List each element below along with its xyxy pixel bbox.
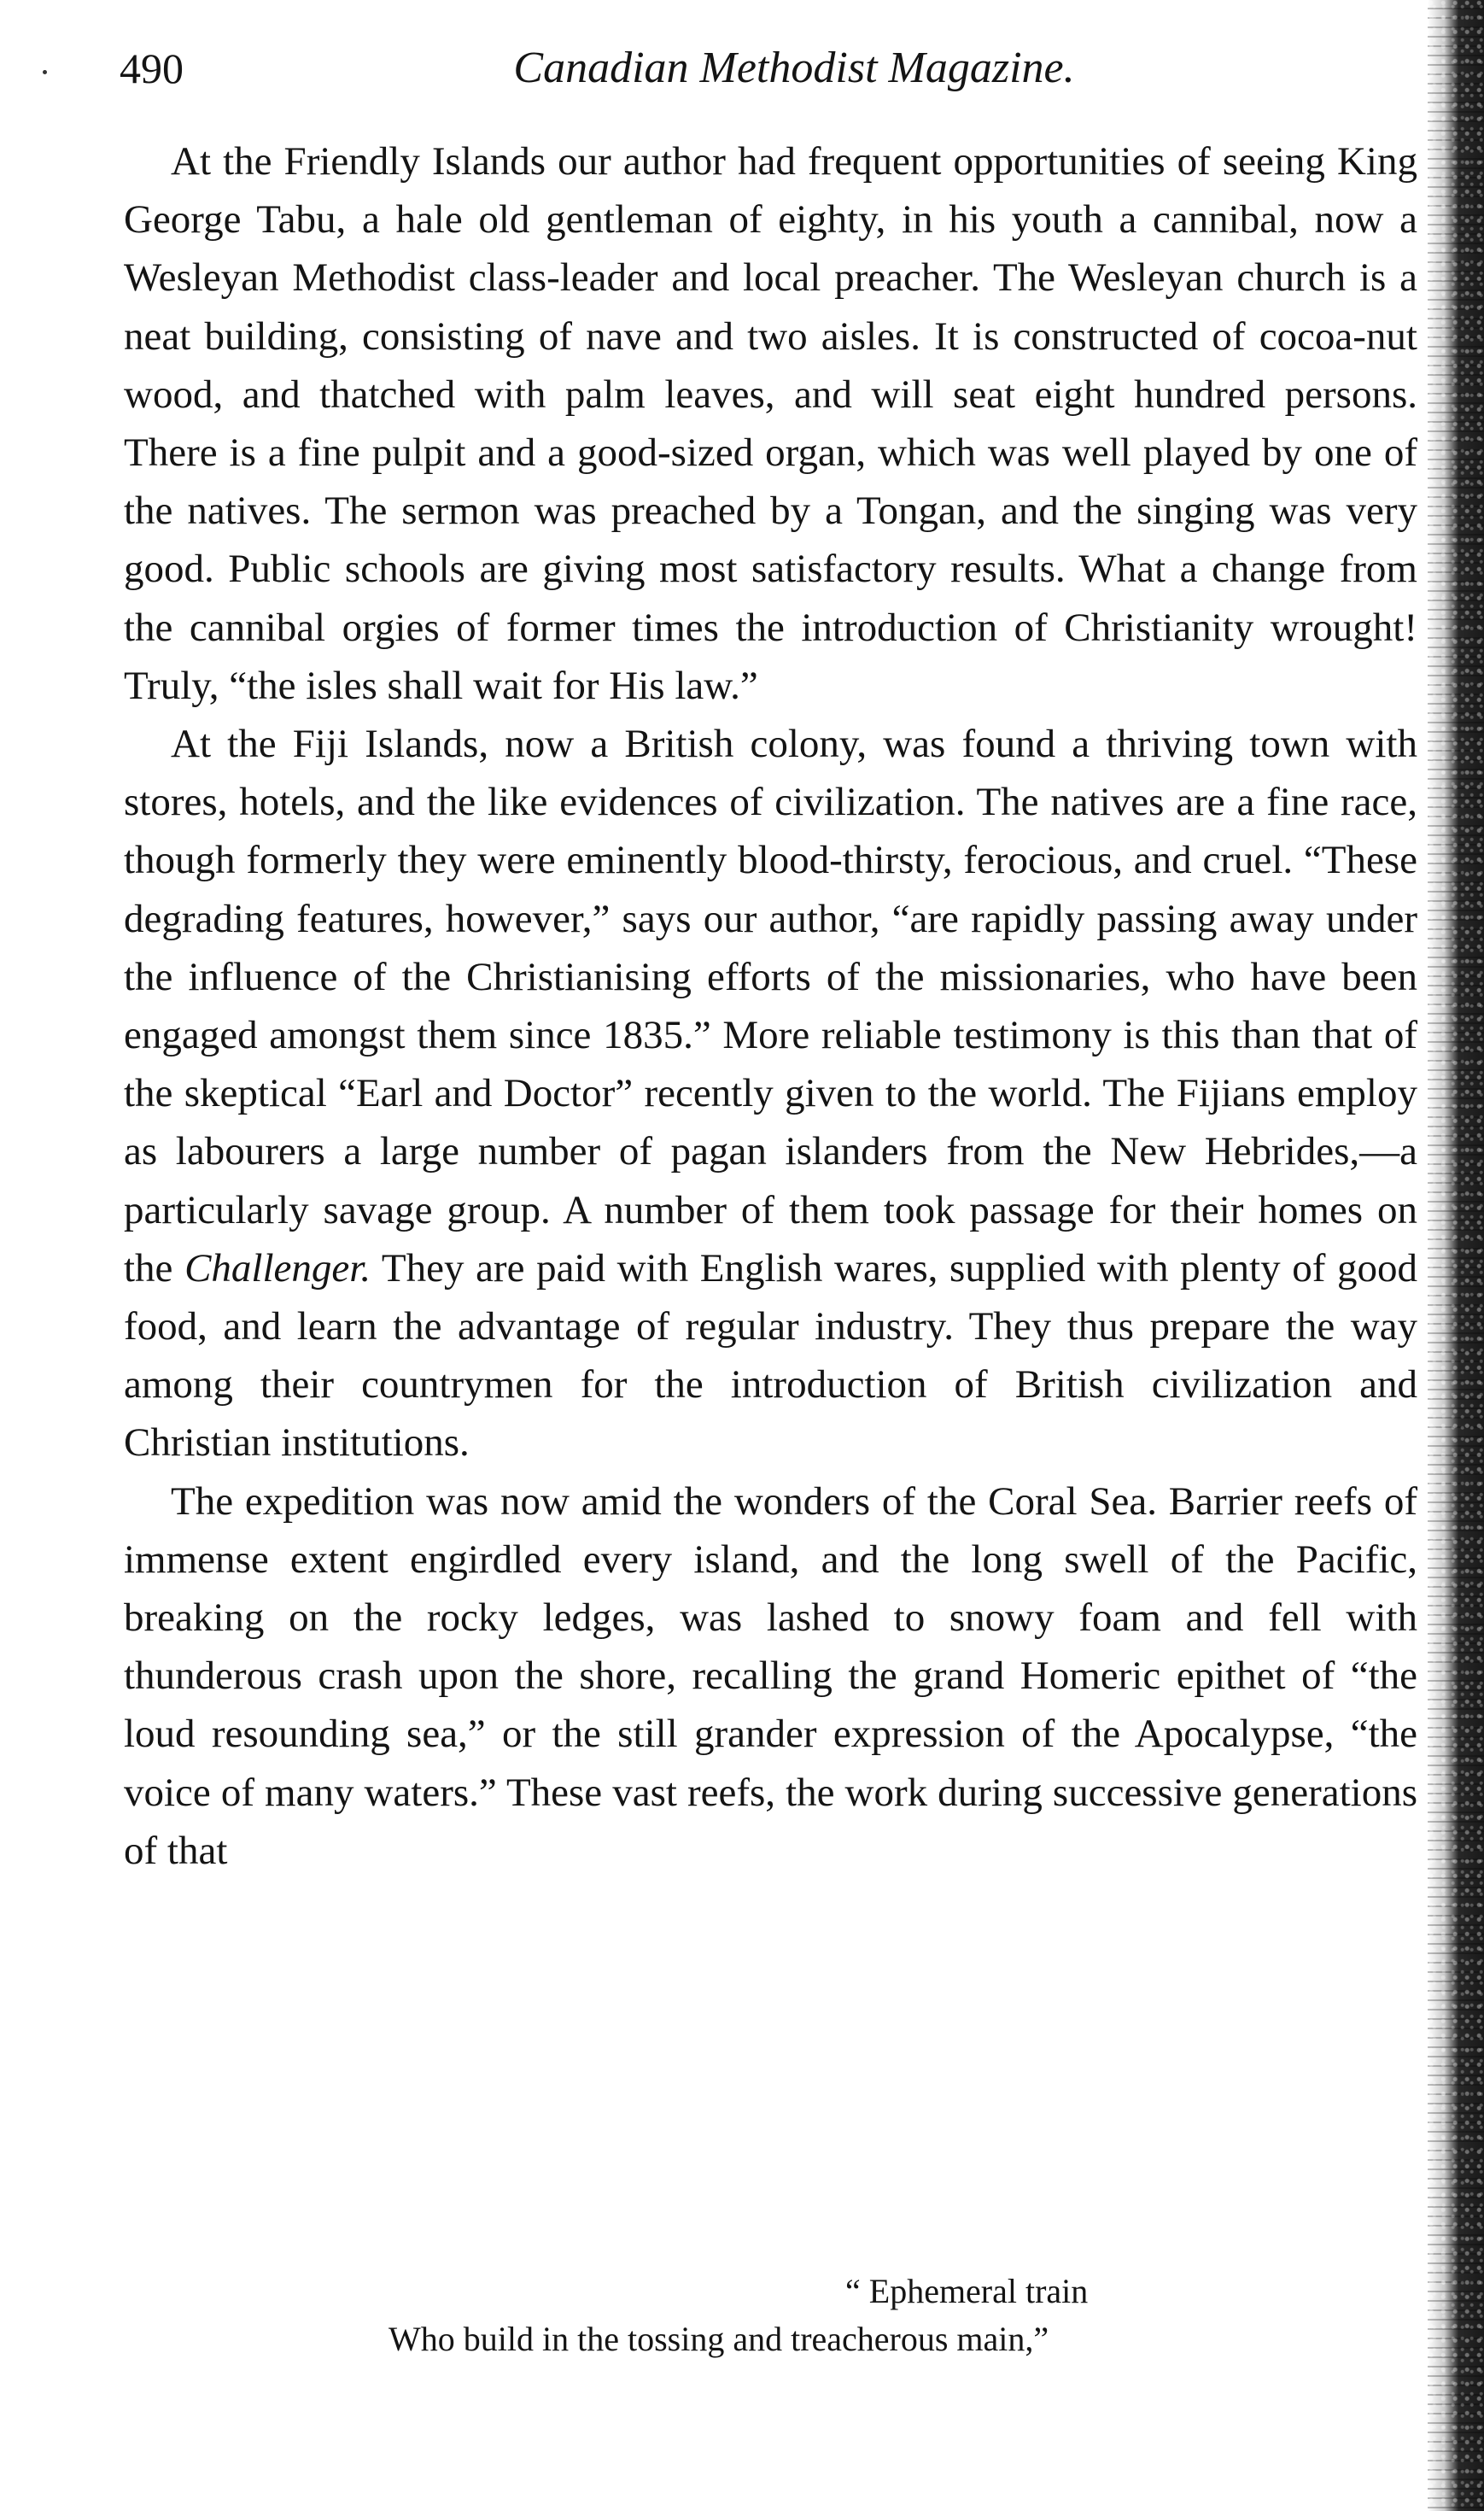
page-header <box>120 34 1434 102</box>
running-title: Canadian Methodist Magazine. <box>513 44 1075 92</box>
page-number: 490 <box>120 44 184 92</box>
verse-line-2: Who build in the tossing and treacherous main,” <box>389 2320 1049 2358</box>
paragraph-fiji-tail: They are paid with English wares, supplied with plenty of good food, and learn the advantage of regular industry. They thus prepare the way among their countrymen for the introduction of British civilization and Christian institutions. <box>124 1245 1417 1466</box>
margin-dot <box>43 70 47 74</box>
paragraph-coral-sea: The expedition was now amid the wonders of the Coral Sea. Barrier reefs of immense extent engirdled every island, and the long swell of the Pacific, breaking on the rocky ledges, was lashed to snowy foam and fell with thunderous crash upon the shore, recalling the grand Homeric epithet of “the loud resounding sea,” or the still grander expression of the Apocalypse, “the voice of many waters.” These vast reefs, the work during successive generations of that <box>124 1478 1417 1873</box>
paragraph-friendly-islands: At the Friendly Islands our author had frequent opportunities of seeing King George Tabu, a hale old gentleman of eighty, in his youth a cannibal, now a Wesleyan Methodist class-leader and local preacher. The Wesleyan church is a neat building, consisting of nave and two aisles. It is constructed of cocoa-nut wood, and thatched with palm leaves, and will seat eight hundred persons. There is a fine pulpit and a good-sized organ, which was well played by one of the natives. The sermon was preached by a Tongan, and the singing was very good. Public schools are giving most satisfactory results. What a change from the cannibal orgies of former times the introduction of Christianity wrought! Truly, “the isles shall wait for His law.” <box>124 139 1417 708</box>
verse-quotation <box>342 2268 1264 2363</box>
body-text <box>124 132 1417 1880</box>
binding-gutter-texture <box>1428 0 1484 2511</box>
verse-line-1: “ Ephemeral train <box>845 2272 1089 2310</box>
paragraph-fiji-text: At the Fiji Islands, now a British colony, was found a thriving town with stores, hotels, and the like evidences of civilization. The natives are a fine race, though formerly they were eminently blood-thirsty, ferocious, and cruel. “These degrading features, however,” says our author, “are rapidly passing away under the influence of the Christianising efforts of the missionaries, who have been engaged amongst them since 1835.” More reliable testimony is this than that of the skeptical “Earl and Doctor” recently given to the world. The Fijians employ as labourers a large number of pagan islanders from the New Hebrides,—a particularly savage group. A number of them took passage for their homes on the <box>124 722 1417 1291</box>
ship-name: Challenger. <box>184 1245 371 1291</box>
paragraph-fiji-islands <box>124 715 1417 1472</box>
